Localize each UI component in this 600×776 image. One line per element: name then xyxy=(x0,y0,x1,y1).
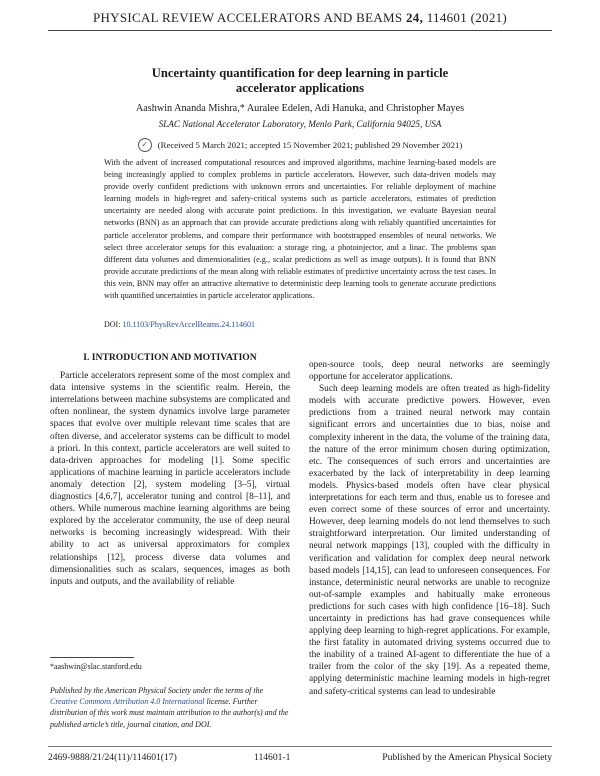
right-column xyxy=(309,359,550,698)
license-text-pre: Published by the American Physical Society under the terms of the xyxy=(50,686,264,695)
journal-name: PHYSICAL REVIEW ACCELERATORS AND BEAMS xyxy=(92,10,403,25)
section-heading: I. INTRODUCTION AND MOTIVATION xyxy=(83,352,257,363)
journal-volume: 24, xyxy=(406,10,424,25)
affiliation: SLAC National Accelerator Laboratory, Menlo Park, California 94025, USA xyxy=(158,119,442,129)
footer-rule xyxy=(48,746,552,747)
doi-link[interactable]: 10.1103/PhysRevAccelBeams.24.114601 xyxy=(122,320,255,329)
intro-paragraph-1: Particle accelerators represent some of the most complex and data intensive systems in the scientific realm. Herein, the interrelations between machine subsystems are complicated and often nonlinear, the system dynamics involve large parameter spaces that evolve over multiple relevant time scales that are often diverse, and accelerator systems can be difficult to model a priori. In this context, particle accelerators are well suited to data-driven approaches for modeling [1]. Some specific applications of machine learning in particle accelerators include anomaly detection [2], system modeling [3–5], virtual diagnostics [4,6,7], accelerator tuning and control [8–11], and others. While numerous machine learning algorithms are being explored by the accelerator community, the use of deep neural networks is becoming increasingly widespread. With their ability to act as universal approximators for complex relationships [12], process diverse data volumes and dimensionalities such as scalars, sequences, images as both inputs and outputs, and the availability of reliable xyxy=(50,371,290,587)
footer-page-number: 114601-1 xyxy=(254,752,291,763)
doi-line xyxy=(104,320,496,329)
running-header xyxy=(0,10,600,26)
footer-issn: 2469-9888/21/24(11)/114601(17) xyxy=(48,752,177,763)
license-note xyxy=(50,685,290,730)
article-id: 114601 (2021) xyxy=(426,10,508,25)
paper-title xyxy=(100,66,500,96)
check-for-updates-icon[interactable]: ✓ xyxy=(138,138,152,152)
title-line-2: accelerator applications xyxy=(235,81,365,95)
intro-paragraph-2: Such deep learning models are often treated as high-fidelity models with accurate predictive powers. However, even predictions from a trained neural network may contain significant errors and uncertainties due to bias, noise and complexity inherent in the data, the volume of the training data, the nature of the error minimum chosen during optimization, etc. The consequences of such errors and uncertainties are exacerbated by the lack of interpretability in deep learning models. Physics-based models often have clear physical interpretations for each term and thus, enable us to foresee and even correct some of these sources of error and uncertainty. However, deep learning models do not lend themselves to such straightforward interpretation. Our limited understanding of neural network mappings [13], coupled with the difficulty in verification and validation for complex deep neural network based models [14,15], can lead to unforeseen consequences. For instance, deterministic neural networks are unable to recognize out-of-sample examples and habitually make erroneous predictions for such cases with high confidence [16–18]. Such uncertainty in predictions has had grave consequences while applying deep learning to high-regret applications. For example, the first fatality in automated driving systems occurred due to the inability of a trained AI-agent to differentiate the hue of a trailer from the color of the sky [19]. As a repeated theme, applying deterministic machine learning models in high-regret and safety-critical systems can lead to undesirable xyxy=(309,384,550,697)
footer-publisher: Published by the American Physical Society xyxy=(382,752,552,763)
dates-text: (Received 5 March 2021; accepted 15 November 2021; published 29 November 2021) xyxy=(157,140,463,150)
left-column xyxy=(50,352,290,588)
footnote-rule xyxy=(50,657,134,658)
abstract: With the advent of increased computational resources and improved algorithms, machine learning-based models are being increasingly applied to complex problems in particle accelerators. However, such data-driven models may provide overly confident predictions with unknown errors and uncertainties. For reliable deployment of machine learning models in high-regret and safety-critical systems such as particle accelerators, estimates of prediction uncertainty are needed along with accurate point predictions. In this investigation, we evaluate Bayesian neural networks (BNN) as an approach that can provide accurate predictions along with reliably quantified uncertainties for particle accelerator problems, and compare their performance with bootstrapped ensembles of neural networks. We select three accelerator setups for this evaluation: a storage ring, a photoinjector, and a linac. The problems span different data volumes and dimensionalities (e.g., scalar predictions as well as image outputs). It is found that BNN provide accurate predictions of the mean along with reliable estimates of predictive uncertainty across the test cases. In this vein, BNN may offer an attractive alternative to deterministic deep learning tools to generate accurate predictions with quantified uncertainties in particle accelerator applications. xyxy=(104,158,496,301)
corresponding-email: *aashwin@slac.stanford.edu xyxy=(50,662,142,671)
header-rule xyxy=(48,30,552,31)
publication-dates xyxy=(60,138,540,152)
license-text-post: license. Further distribution of this work must maintain attribution to the author(s) and the published article’s title, journal citation, and DOI. xyxy=(50,697,289,729)
author-list: Aashwin Ananda Mishra,* Auralee Edelen, Adi Hanuka, and Christopher Mayes xyxy=(135,103,465,114)
doi-label: DOI: xyxy=(104,320,121,329)
title-line-1: Uncertainty quantification for deep learning in particle xyxy=(151,66,449,80)
intro-paragraph-1-continued: open-source tools, deep neural networks are seemingly opportune for accelerator applications. xyxy=(309,360,550,383)
license-link[interactable]: Creative Commons Attribution 4.0 International xyxy=(50,697,205,707)
